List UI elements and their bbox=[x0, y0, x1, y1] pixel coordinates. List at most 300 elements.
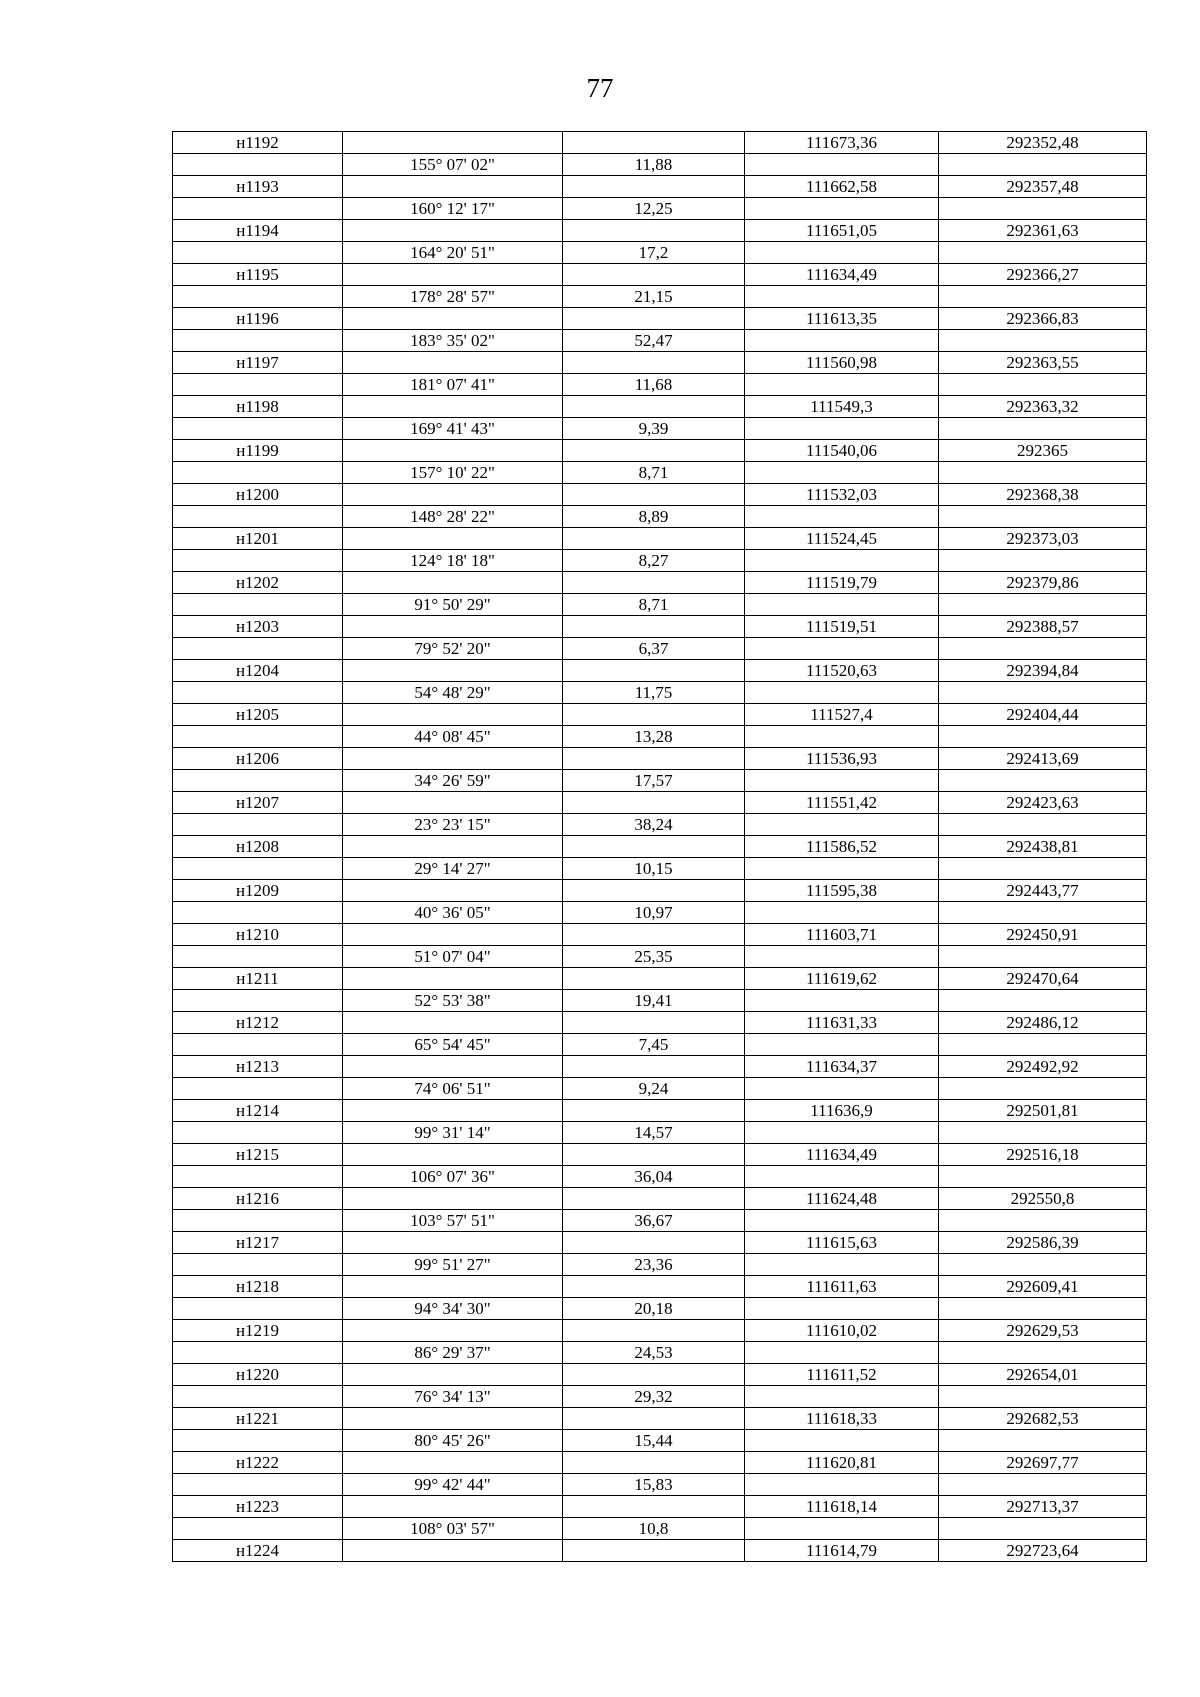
length-cell bbox=[563, 440, 745, 462]
direction-angle-cell bbox=[343, 264, 563, 286]
y-coordinate-cell bbox=[939, 1210, 1147, 1232]
direction-angle-cell: 52° 53' 38" bbox=[343, 990, 563, 1012]
table-row bbox=[173, 968, 1147, 990]
y-coordinate-cell: 292438,81 bbox=[939, 836, 1147, 858]
point-name-cell bbox=[173, 1122, 343, 1144]
table-row bbox=[173, 220, 1147, 242]
x-coordinate-cell bbox=[745, 594, 939, 616]
table-row bbox=[173, 1078, 1147, 1100]
direction-angle-cell bbox=[343, 1232, 563, 1254]
y-coordinate-cell: 292713,37 bbox=[939, 1496, 1147, 1518]
point-name-cell bbox=[173, 1474, 343, 1496]
point-name-cell: н1196 bbox=[173, 308, 343, 330]
point-name-cell bbox=[173, 1342, 343, 1364]
x-coordinate-cell: 111634,49 bbox=[745, 1144, 939, 1166]
x-coordinate-cell bbox=[745, 1342, 939, 1364]
x-coordinate-cell: 111560,98 bbox=[745, 352, 939, 374]
table-row bbox=[173, 1496, 1147, 1518]
point-name-cell: н1201 bbox=[173, 528, 343, 550]
table-row bbox=[173, 1056, 1147, 1078]
y-coordinate-cell bbox=[939, 1474, 1147, 1496]
direction-angle-cell bbox=[343, 660, 563, 682]
table-row bbox=[173, 814, 1147, 836]
point-name-cell bbox=[173, 638, 343, 660]
length-cell: 38,24 bbox=[563, 814, 745, 836]
point-name-cell: н1193 bbox=[173, 176, 343, 198]
length-cell: 8,71 bbox=[563, 462, 745, 484]
point-name-cell: н1209 bbox=[173, 880, 343, 902]
length-cell bbox=[563, 1320, 745, 1342]
x-coordinate-cell bbox=[745, 858, 939, 880]
y-coordinate-cell: 292586,39 bbox=[939, 1232, 1147, 1254]
x-coordinate-cell: 111551,42 bbox=[745, 792, 939, 814]
y-coordinate-cell bbox=[939, 330, 1147, 352]
table-row bbox=[173, 1430, 1147, 1452]
table-row bbox=[173, 1518, 1147, 1540]
direction-angle-cell: 106° 07' 36" bbox=[343, 1166, 563, 1188]
direction-angle-cell bbox=[343, 572, 563, 594]
direction-angle-cell: 86° 29' 37" bbox=[343, 1342, 563, 1364]
x-coordinate-cell: 111610,02 bbox=[745, 1320, 939, 1342]
table-row bbox=[173, 1540, 1147, 1562]
point-name-cell bbox=[173, 946, 343, 968]
x-coordinate-cell: 111614,79 bbox=[745, 1540, 939, 1562]
y-coordinate-cell bbox=[939, 1166, 1147, 1188]
x-coordinate-cell bbox=[745, 462, 939, 484]
direction-angle-cell: 80° 45' 26" bbox=[343, 1430, 563, 1452]
y-coordinate-cell: 292363,32 bbox=[939, 396, 1147, 418]
y-coordinate-cell bbox=[939, 682, 1147, 704]
point-name-cell bbox=[173, 1034, 343, 1056]
direction-angle-cell bbox=[343, 1364, 563, 1386]
direction-angle-cell: 54° 48' 29" bbox=[343, 682, 563, 704]
table-row bbox=[173, 1012, 1147, 1034]
length-cell: 10,97 bbox=[563, 902, 745, 924]
length-cell bbox=[563, 132, 745, 154]
length-cell: 24,53 bbox=[563, 1342, 745, 1364]
table-row bbox=[173, 946, 1147, 968]
x-coordinate-cell bbox=[745, 1122, 939, 1144]
x-coordinate-cell bbox=[745, 1254, 939, 1276]
table-row bbox=[173, 264, 1147, 286]
direction-angle-cell: 183° 35' 02" bbox=[343, 330, 563, 352]
x-coordinate-cell bbox=[745, 1298, 939, 1320]
length-cell bbox=[563, 1276, 745, 1298]
point-name-cell bbox=[173, 418, 343, 440]
length-cell bbox=[563, 1540, 745, 1562]
direction-angle-cell: 76° 34' 13" bbox=[343, 1386, 563, 1408]
direction-angle-cell bbox=[343, 1144, 563, 1166]
direction-angle-cell bbox=[343, 1188, 563, 1210]
length-cell: 9,39 bbox=[563, 418, 745, 440]
direction-angle-cell bbox=[343, 396, 563, 418]
direction-angle-cell: 23° 23' 15" bbox=[343, 814, 563, 836]
length-cell bbox=[563, 836, 745, 858]
direction-angle-cell: 74° 06' 51" bbox=[343, 1078, 563, 1100]
x-coordinate-cell: 111536,93 bbox=[745, 748, 939, 770]
x-coordinate-cell: 111618,14 bbox=[745, 1496, 939, 1518]
table-row bbox=[173, 374, 1147, 396]
x-coordinate-cell: 111540,06 bbox=[745, 440, 939, 462]
direction-angle-cell bbox=[343, 924, 563, 946]
length-cell: 17,57 bbox=[563, 770, 745, 792]
point-name-cell: н1224 bbox=[173, 1540, 343, 1562]
length-cell: 8,89 bbox=[563, 506, 745, 528]
table-row bbox=[173, 1254, 1147, 1276]
x-coordinate-cell: 111519,79 bbox=[745, 572, 939, 594]
length-cell bbox=[563, 264, 745, 286]
table-row bbox=[173, 1122, 1147, 1144]
length-cell: 52,47 bbox=[563, 330, 745, 352]
y-coordinate-cell bbox=[939, 1254, 1147, 1276]
direction-angle-cell bbox=[343, 484, 563, 506]
length-cell bbox=[563, 968, 745, 990]
x-coordinate-cell: 111634,49 bbox=[745, 264, 939, 286]
x-coordinate-cell: 111651,05 bbox=[745, 220, 939, 242]
length-cell: 19,41 bbox=[563, 990, 745, 1012]
direction-angle-cell bbox=[343, 1408, 563, 1430]
x-coordinate-cell: 111662,58 bbox=[745, 176, 939, 198]
direction-angle-cell: 91° 50' 29" bbox=[343, 594, 563, 616]
x-coordinate-cell: 111549,3 bbox=[745, 396, 939, 418]
point-name-cell: н1218 bbox=[173, 1276, 343, 1298]
y-coordinate-cell bbox=[939, 902, 1147, 924]
direction-angle-cell bbox=[343, 528, 563, 550]
table-row bbox=[173, 396, 1147, 418]
y-coordinate-cell bbox=[939, 770, 1147, 792]
x-coordinate-cell: 111519,51 bbox=[745, 616, 939, 638]
direction-angle-cell: 108° 03' 57" bbox=[343, 1518, 563, 1540]
table-row bbox=[173, 484, 1147, 506]
point-name-cell bbox=[173, 1254, 343, 1276]
length-cell bbox=[563, 1056, 745, 1078]
table-row bbox=[173, 462, 1147, 484]
point-name-cell bbox=[173, 1518, 343, 1540]
direction-angle-cell: 148° 28' 22" bbox=[343, 506, 563, 528]
x-coordinate-cell: 111611,63 bbox=[745, 1276, 939, 1298]
y-coordinate-cell bbox=[939, 858, 1147, 880]
table-row bbox=[173, 132, 1147, 154]
table-row bbox=[173, 638, 1147, 660]
table-row bbox=[173, 550, 1147, 572]
y-coordinate-cell bbox=[939, 1034, 1147, 1056]
y-coordinate-cell bbox=[939, 1078, 1147, 1100]
length-cell: 21,15 bbox=[563, 286, 745, 308]
table-row bbox=[173, 1452, 1147, 1474]
y-coordinate-cell: 292470,64 bbox=[939, 968, 1147, 990]
length-cell bbox=[563, 616, 745, 638]
point-name-cell bbox=[173, 726, 343, 748]
direction-angle-cell: 169° 41' 43" bbox=[343, 418, 563, 440]
x-coordinate-cell: 111620,81 bbox=[745, 1452, 939, 1474]
direction-angle-cell bbox=[343, 748, 563, 770]
point-name-cell bbox=[173, 902, 343, 924]
direction-angle-cell: 181° 07' 41" bbox=[343, 374, 563, 396]
x-coordinate-cell bbox=[745, 330, 939, 352]
point-name-cell: н1206 bbox=[173, 748, 343, 770]
length-cell bbox=[563, 1144, 745, 1166]
point-name-cell bbox=[173, 506, 343, 528]
x-coordinate-cell: 111603,71 bbox=[745, 924, 939, 946]
x-coordinate-cell bbox=[745, 726, 939, 748]
x-coordinate-cell bbox=[745, 1034, 939, 1056]
y-coordinate-cell: 292394,84 bbox=[939, 660, 1147, 682]
direction-angle-cell: 103° 57' 51" bbox=[343, 1210, 563, 1232]
y-coordinate-cell: 292413,69 bbox=[939, 748, 1147, 770]
y-coordinate-cell bbox=[939, 1122, 1147, 1144]
length-cell: 15,83 bbox=[563, 1474, 745, 1496]
y-coordinate-cell: 292363,55 bbox=[939, 352, 1147, 374]
length-cell: 14,57 bbox=[563, 1122, 745, 1144]
point-name-cell: н1217 bbox=[173, 1232, 343, 1254]
y-coordinate-cell bbox=[939, 1518, 1147, 1540]
table-row bbox=[173, 1034, 1147, 1056]
y-coordinate-cell bbox=[939, 594, 1147, 616]
direction-angle-cell bbox=[343, 132, 563, 154]
length-cell bbox=[563, 704, 745, 726]
length-cell bbox=[563, 748, 745, 770]
y-coordinate-cell bbox=[939, 286, 1147, 308]
point-name-cell: н1197 bbox=[173, 352, 343, 374]
length-cell bbox=[563, 880, 745, 902]
table-row bbox=[173, 1320, 1147, 1342]
table-row bbox=[173, 858, 1147, 880]
point-name-cell bbox=[173, 198, 343, 220]
direction-angle-cell: 99° 42' 44" bbox=[343, 1474, 563, 1496]
x-coordinate-cell bbox=[745, 814, 939, 836]
length-cell bbox=[563, 1452, 745, 1474]
point-name-cell: н1198 bbox=[173, 396, 343, 418]
table-row bbox=[173, 528, 1147, 550]
length-cell bbox=[563, 484, 745, 506]
point-name-cell: н1208 bbox=[173, 836, 343, 858]
y-coordinate-cell bbox=[939, 1342, 1147, 1364]
page-number: 77 bbox=[586, 73, 614, 103]
point-name-cell bbox=[173, 990, 343, 1012]
x-coordinate-cell: 111619,62 bbox=[745, 968, 939, 990]
y-coordinate-cell bbox=[939, 638, 1147, 660]
table-row bbox=[173, 770, 1147, 792]
length-cell: 11,68 bbox=[563, 374, 745, 396]
table-row bbox=[173, 286, 1147, 308]
coordinates-table-body bbox=[173, 132, 1147, 1562]
y-coordinate-cell: 292368,38 bbox=[939, 484, 1147, 506]
length-cell: 6,37 bbox=[563, 638, 745, 660]
direction-angle-cell bbox=[343, 1496, 563, 1518]
y-coordinate-cell bbox=[939, 990, 1147, 1012]
table-row bbox=[173, 198, 1147, 220]
point-name-cell bbox=[173, 594, 343, 616]
table-row bbox=[173, 990, 1147, 1012]
point-name-cell: н1192 bbox=[173, 132, 343, 154]
table-row bbox=[173, 704, 1147, 726]
length-cell bbox=[563, 176, 745, 198]
direction-angle-cell: 94° 34' 30" bbox=[343, 1298, 563, 1320]
length-cell: 20,18 bbox=[563, 1298, 745, 1320]
y-coordinate-cell bbox=[939, 374, 1147, 396]
y-coordinate-cell bbox=[939, 198, 1147, 220]
table-row bbox=[173, 748, 1147, 770]
x-coordinate-cell bbox=[745, 682, 939, 704]
direction-angle-cell bbox=[343, 1320, 563, 1342]
table-row bbox=[173, 1364, 1147, 1386]
table-row bbox=[173, 1232, 1147, 1254]
table-row bbox=[173, 176, 1147, 198]
length-cell: 25,35 bbox=[563, 946, 745, 968]
direction-angle-cell: 29° 14' 27" bbox=[343, 858, 563, 880]
x-coordinate-cell bbox=[745, 902, 939, 924]
y-coordinate-cell bbox=[939, 506, 1147, 528]
x-coordinate-cell bbox=[745, 1386, 939, 1408]
y-coordinate-cell: 292388,57 bbox=[939, 616, 1147, 638]
y-coordinate-cell: 292379,86 bbox=[939, 572, 1147, 594]
direction-angle-cell: 124° 18' 18" bbox=[343, 550, 563, 572]
y-coordinate-cell: 292609,41 bbox=[939, 1276, 1147, 1298]
table-row bbox=[173, 506, 1147, 528]
point-name-cell bbox=[173, 1210, 343, 1232]
table-row bbox=[173, 836, 1147, 858]
x-coordinate-cell bbox=[745, 1518, 939, 1540]
direction-angle-cell: 155° 07' 02" bbox=[343, 154, 563, 176]
x-coordinate-cell: 111520,63 bbox=[745, 660, 939, 682]
x-coordinate-cell bbox=[745, 198, 939, 220]
table-row bbox=[173, 726, 1147, 748]
table-row bbox=[173, 594, 1147, 616]
point-name-cell bbox=[173, 374, 343, 396]
point-name-cell: н1215 bbox=[173, 1144, 343, 1166]
direction-angle-cell bbox=[343, 1012, 563, 1034]
table-row bbox=[173, 330, 1147, 352]
direction-angle-cell: 99° 31' 14" bbox=[343, 1122, 563, 1144]
point-name-cell: н1221 bbox=[173, 1408, 343, 1430]
x-coordinate-cell bbox=[745, 990, 939, 1012]
point-name-cell bbox=[173, 682, 343, 704]
table-row bbox=[173, 616, 1147, 638]
y-coordinate-cell: 292404,44 bbox=[939, 704, 1147, 726]
direction-angle-cell bbox=[343, 440, 563, 462]
x-coordinate-cell: 111524,45 bbox=[745, 528, 939, 550]
y-coordinate-cell: 292450,91 bbox=[939, 924, 1147, 946]
y-coordinate-cell: 292361,63 bbox=[939, 220, 1147, 242]
point-name-cell: н1214 bbox=[173, 1100, 343, 1122]
table-row bbox=[173, 1100, 1147, 1122]
point-name-cell: н1199 bbox=[173, 440, 343, 462]
direction-angle-cell: 79° 52' 20" bbox=[343, 638, 563, 660]
x-coordinate-cell: 111532,03 bbox=[745, 484, 939, 506]
direction-angle-cell bbox=[343, 1540, 563, 1562]
direction-angle-cell bbox=[343, 1100, 563, 1122]
length-cell: 8,27 bbox=[563, 550, 745, 572]
y-coordinate-cell: 292365 bbox=[939, 440, 1147, 462]
direction-angle-cell bbox=[343, 1452, 563, 1474]
table-row bbox=[173, 352, 1147, 374]
point-name-cell: н1223 bbox=[173, 1496, 343, 1518]
direction-angle-cell bbox=[343, 176, 563, 198]
x-coordinate-cell: 111631,33 bbox=[745, 1012, 939, 1034]
length-cell: 7,45 bbox=[563, 1034, 745, 1056]
point-name-cell: н1220 bbox=[173, 1364, 343, 1386]
x-coordinate-cell bbox=[745, 286, 939, 308]
table-row bbox=[173, 1144, 1147, 1166]
point-name-cell bbox=[173, 462, 343, 484]
x-coordinate-cell: 111595,38 bbox=[745, 880, 939, 902]
point-name-cell: н1211 bbox=[173, 968, 343, 990]
point-name-cell bbox=[173, 1298, 343, 1320]
table-row bbox=[173, 154, 1147, 176]
x-coordinate-cell bbox=[745, 770, 939, 792]
y-coordinate-cell: 292492,92 bbox=[939, 1056, 1147, 1078]
direction-angle-cell bbox=[343, 704, 563, 726]
length-cell: 10,8 bbox=[563, 1518, 745, 1540]
length-cell bbox=[563, 1188, 745, 1210]
y-coordinate-cell: 292373,03 bbox=[939, 528, 1147, 550]
point-name-cell: н1219 bbox=[173, 1320, 343, 1342]
point-name-cell bbox=[173, 1430, 343, 1452]
length-cell bbox=[563, 308, 745, 330]
x-coordinate-cell bbox=[745, 242, 939, 264]
point-name-cell: н1202 bbox=[173, 572, 343, 594]
point-name-cell bbox=[173, 1386, 343, 1408]
x-coordinate-cell bbox=[745, 1166, 939, 1188]
table-row bbox=[173, 902, 1147, 924]
y-coordinate-cell: 292443,77 bbox=[939, 880, 1147, 902]
point-name-cell: н1212 bbox=[173, 1012, 343, 1034]
x-coordinate-cell: 111613,35 bbox=[745, 308, 939, 330]
table-row bbox=[173, 308, 1147, 330]
length-cell: 8,71 bbox=[563, 594, 745, 616]
table-row bbox=[173, 1474, 1147, 1496]
table-row bbox=[173, 1386, 1147, 1408]
length-cell: 12,25 bbox=[563, 198, 745, 220]
coordinates-table bbox=[172, 131, 1147, 1562]
point-name-cell: н1210 bbox=[173, 924, 343, 946]
length-cell: 15,44 bbox=[563, 1430, 745, 1452]
point-name-cell: н1204 bbox=[173, 660, 343, 682]
direction-angle-cell: 40° 36' 05" bbox=[343, 902, 563, 924]
direction-angle-cell: 164° 20' 51" bbox=[343, 242, 563, 264]
y-coordinate-cell: 292423,63 bbox=[939, 792, 1147, 814]
direction-angle-cell: 65° 54' 45" bbox=[343, 1034, 563, 1056]
y-coordinate-cell: 292682,53 bbox=[939, 1408, 1147, 1430]
y-coordinate-cell: 292723,64 bbox=[939, 1540, 1147, 1562]
x-coordinate-cell: 111634,37 bbox=[745, 1056, 939, 1078]
x-coordinate-cell: 111673,36 bbox=[745, 132, 939, 154]
point-name-cell: н1216 bbox=[173, 1188, 343, 1210]
direction-angle-cell: 160° 12' 17" bbox=[343, 198, 563, 220]
y-coordinate-cell: 292697,77 bbox=[939, 1452, 1147, 1474]
x-coordinate-cell bbox=[745, 154, 939, 176]
table-row bbox=[173, 572, 1147, 594]
direction-angle-cell: 34° 26' 59" bbox=[343, 770, 563, 792]
length-cell bbox=[563, 660, 745, 682]
direction-angle-cell bbox=[343, 968, 563, 990]
y-coordinate-cell: 292550,8 bbox=[939, 1188, 1147, 1210]
x-coordinate-cell: 111624,48 bbox=[745, 1188, 939, 1210]
length-cell bbox=[563, 1232, 745, 1254]
length-cell: 36,67 bbox=[563, 1210, 745, 1232]
direction-angle-cell bbox=[343, 352, 563, 374]
y-coordinate-cell bbox=[939, 154, 1147, 176]
length-cell bbox=[563, 1364, 745, 1386]
point-name-cell bbox=[173, 858, 343, 880]
length-cell: 11,75 bbox=[563, 682, 745, 704]
point-name-cell: н1200 bbox=[173, 484, 343, 506]
direction-angle-cell bbox=[343, 1056, 563, 1078]
length-cell bbox=[563, 1496, 745, 1518]
x-coordinate-cell bbox=[745, 374, 939, 396]
x-coordinate-cell bbox=[745, 638, 939, 660]
length-cell: 9,24 bbox=[563, 1078, 745, 1100]
